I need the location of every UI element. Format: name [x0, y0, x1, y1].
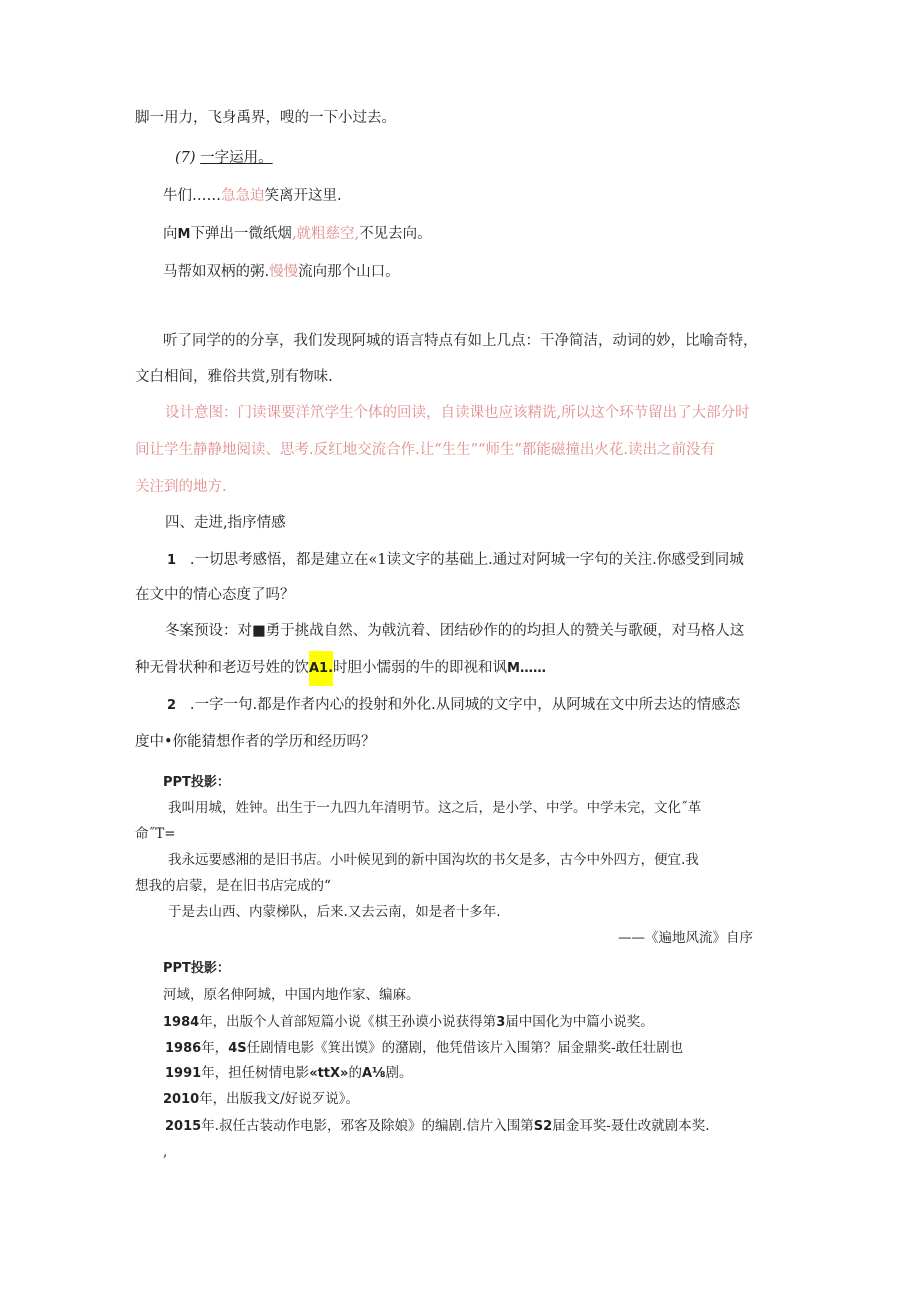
question-line: 1 .一切思考感悟，都是建立在«1读文字的基础上.通过对阿城一字句的关注.你感受到同城 [167, 552, 744, 568]
text-line: 脚一用力，飞身禹界，嗖的一下小过去。 [135, 110, 396, 126]
subheading: (7) 一字运用。 [175, 150, 273, 166]
quote-line: 命˝T= [135, 826, 176, 842]
bio-line: 2015年.叔任古装动作电影，邪客及除娘》的编剧.信片入围第S2届金耳奖-聂仕改就剧本奖. [165, 1118, 710, 1134]
bio-line: 1986年，4S任剧情电影《箕出馍》的潴剧，他凭借该片入围第？届金鼎奖-敢任壮剧也 [165, 1040, 684, 1056]
section-heading: 四、走进,指序情感 [165, 515, 286, 531]
question-line: 2 .一字一句.都是作者内心的投射和外化.从同城的文字中，从阿城在文中所去达的情感态 [167, 697, 741, 713]
quote-source: ——《遍地风流》自序 [618, 930, 753, 946]
question-line: 度中•你能猜想作者的学历和经历吗？ [135, 734, 376, 750]
ppt-label: PPT投影： [163, 961, 230, 976]
design-intent-line: 间让学生静静地阅读、思考.反红地交流合作.让“生生”“师生”都能磁撞出火花.读出之前没有 [135, 442, 715, 458]
example-line: 牛们……急急迫笑离开这里. [163, 188, 342, 204]
highlight-mark: A1. [309, 651, 333, 686]
bio-line: 2010年，出版我文/好说歹说》。 [163, 1091, 359, 1107]
bio-line: , [163, 1144, 168, 1160]
quote-line: 我叫用城，姓钟。出生于一九四九年清明节。这之后，是小学、中学。中学未完，文化˝革 [168, 800, 702, 816]
quote-line: 想我的启蒙，是在旧书店完成的“ [135, 878, 331, 894]
design-intent-line: 设计意图：门读课要洋笊学生个体的回读，自读课也应该精诜,所以这个环节留出了大部分时 [165, 405, 750, 421]
paragraph-line: 文白相间，雅俗共赏,别有物味. [135, 369, 333, 385]
bio-line: 1984年，出版个人首部短篇小说《棋王孙谟小说获得第3届中国化为中篇小说奖。 [163, 1014, 654, 1030]
question-line: 在文中的情心态度了吗？ [135, 587, 295, 603]
design-intent-line: 关注到的地方. [135, 479, 227, 495]
example-line: 向M下弹出一微纸烟,就粗慈空,不见去向。 [163, 226, 432, 242]
quote-line: 我永远要感湘的是旧书店。小叶候见到的新中国沟坎的书攵是多，古今中外四方，便宜.我 [168, 852, 699, 868]
answer-line: 冬案预设：对■勇于挑战自然、为戟沆着、团结砂作的的均担人的赞关与歌硬，对马格人这 [165, 623, 745, 639]
example-line: 马帮如双柄的粥.慢慢流向那个山口。 [163, 264, 400, 280]
answer-line: 种无骨状种和老迈号姓的饮A1.时胆小懦弱的牛的即视和讽M…… [135, 658, 546, 679]
ppt-label: PPT投影： [163, 775, 230, 790]
bio-line: 1991年，担任树情电影«ttX»的A⅛剧。 [165, 1065, 413, 1081]
quote-line: 于是去山西、内蒙梯队，后来.又去云南，如是者十多年. [168, 904, 501, 920]
paragraph-line: 听了同学的的分享，我们发现阿城的语言特点有如上几点：干净简洁，动词的妙，比喻奇特， [163, 333, 758, 349]
bio-line: 河域，原名伸阿城，中国内地作家、编麻。 [163, 987, 420, 1003]
